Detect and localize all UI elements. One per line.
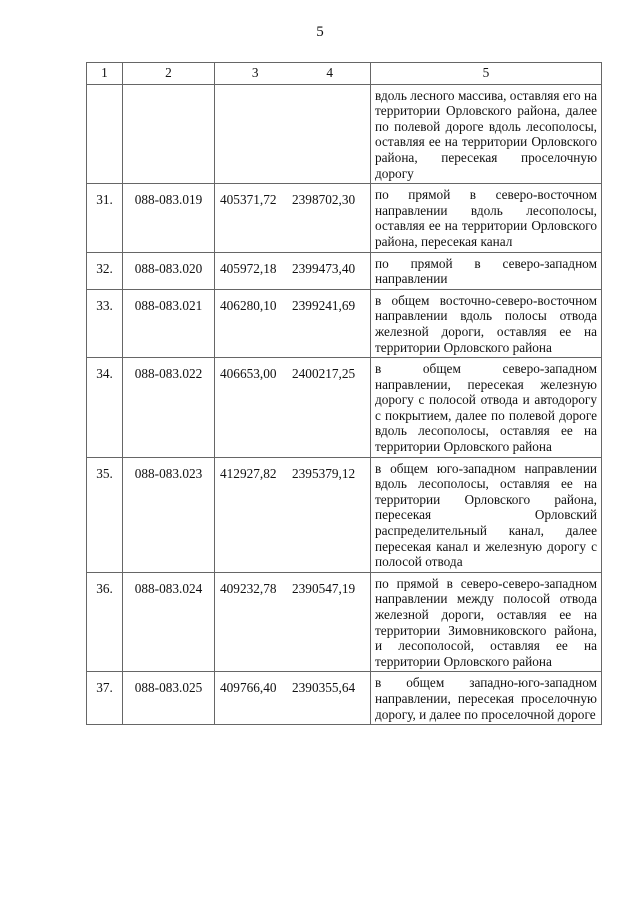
cell-num: 33. xyxy=(87,289,123,357)
header-col-3: 3 xyxy=(251,65,259,80)
table-row xyxy=(87,572,602,672)
table-row xyxy=(87,457,602,572)
cell-code: 088-083.021 xyxy=(123,289,215,357)
cell-x: 406653,00 xyxy=(220,366,277,382)
cell-y: 2390547,19 xyxy=(292,580,356,596)
table-header-row xyxy=(87,63,602,85)
table-row xyxy=(87,358,602,458)
cell-code: 088-083.022 xyxy=(123,358,215,458)
cell-description: по прямой в северо-западном направлении xyxy=(371,252,602,289)
cell-coords xyxy=(215,184,371,252)
cell-description: по прямой в северо-восточном направлении вдоль лесополосы, оставляя ее на территории Орловского района, пересекая канал xyxy=(371,184,602,252)
page-number: 5 xyxy=(316,24,324,40)
table-row xyxy=(87,184,602,252)
cell-y: 2399241,69 xyxy=(292,297,356,313)
table-row xyxy=(87,289,602,357)
cell-code: 088-083.025 xyxy=(123,672,215,725)
table-row xyxy=(87,672,602,725)
cell-num: 31. xyxy=(87,184,123,252)
header-col-5: 5 xyxy=(371,63,602,85)
cell-num xyxy=(87,84,123,184)
cell-y: 2399473,40 xyxy=(292,260,356,276)
cell-num: 35. xyxy=(87,457,123,572)
cell-coords xyxy=(215,457,371,572)
cell-x: 412927,82 xyxy=(220,465,277,481)
header-col-2: 2 xyxy=(123,63,215,85)
table-row-continuation xyxy=(87,84,602,184)
cell-y: 2400217,25 xyxy=(292,366,356,382)
cell-num: 37. xyxy=(87,672,123,725)
cell-coords xyxy=(215,289,371,357)
cell-coords xyxy=(215,572,371,672)
boundary-table xyxy=(86,62,602,725)
cell-coords xyxy=(215,252,371,289)
cell-description: в общем западно-юго-западном направлении, пересекая проселочную дорогу, и далее по проселочной дороге xyxy=(371,672,602,725)
cell-code: 088-083.024 xyxy=(123,572,215,672)
cell-x: 409766,40 xyxy=(220,680,277,696)
cell-y: 2395379,12 xyxy=(292,465,356,481)
cell-description: в общем северо-западном направлении, пересекая железную дорогу с полосой отвода и автодорогу с покрытием, далее по полевой дороге вдоль лесополосы, оставляя ее на территории Орловского района xyxy=(371,358,602,458)
cell-coords xyxy=(215,672,371,725)
header-col-4: 4 xyxy=(326,65,334,80)
cell-num: 36. xyxy=(87,572,123,672)
cell-description: в общем восточно-северо-восточном направлении вдоль полосы отвода железной дороги, оставляя ее на территории Орловского района xyxy=(371,289,602,357)
cell-description: по прямой в северо-северо-западном направлении между полосой отвода железной дороги, оставляя ее на территории Зимовниковского района, и лесополосой, оставляя ее на территории Орловского района xyxy=(371,572,602,672)
cell-num: 34. xyxy=(87,358,123,458)
cell-y: 2390355,64 xyxy=(292,680,356,696)
cell-coords xyxy=(215,84,371,184)
header-col-3-4 xyxy=(215,63,371,85)
header-col-1: 1 xyxy=(87,63,123,85)
table-row xyxy=(87,252,602,289)
cell-code: 088-083.023 xyxy=(123,457,215,572)
cell-code xyxy=(123,84,215,184)
cell-y: 2398702,30 xyxy=(292,192,356,208)
cell-description: вдоль лесного массива, оставляя его на территории Орловского района, далее по полевой дороге вдоль лесополосы, оставляя ее на территории Орловского района, пересекая проселочную дорогу xyxy=(371,84,602,184)
cell-description: в общем юго-западном направлении вдоль лесополосы, оставляя ее на территории Орловского района, пересекая Орловский распределительный канал, далее пересекая канал и железную дорогу с полосой отвода xyxy=(371,457,602,572)
cell-x: 409232,78 xyxy=(220,580,277,596)
cell-num: 32. xyxy=(87,252,123,289)
cell-code: 088-083.019 xyxy=(123,184,215,252)
cell-coords xyxy=(215,358,371,458)
cell-code: 088-083.020 xyxy=(123,252,215,289)
cell-x: 406280,10 xyxy=(220,297,277,313)
cell-x: 405972,18 xyxy=(220,260,277,276)
cell-x: 405371,72 xyxy=(220,192,277,208)
